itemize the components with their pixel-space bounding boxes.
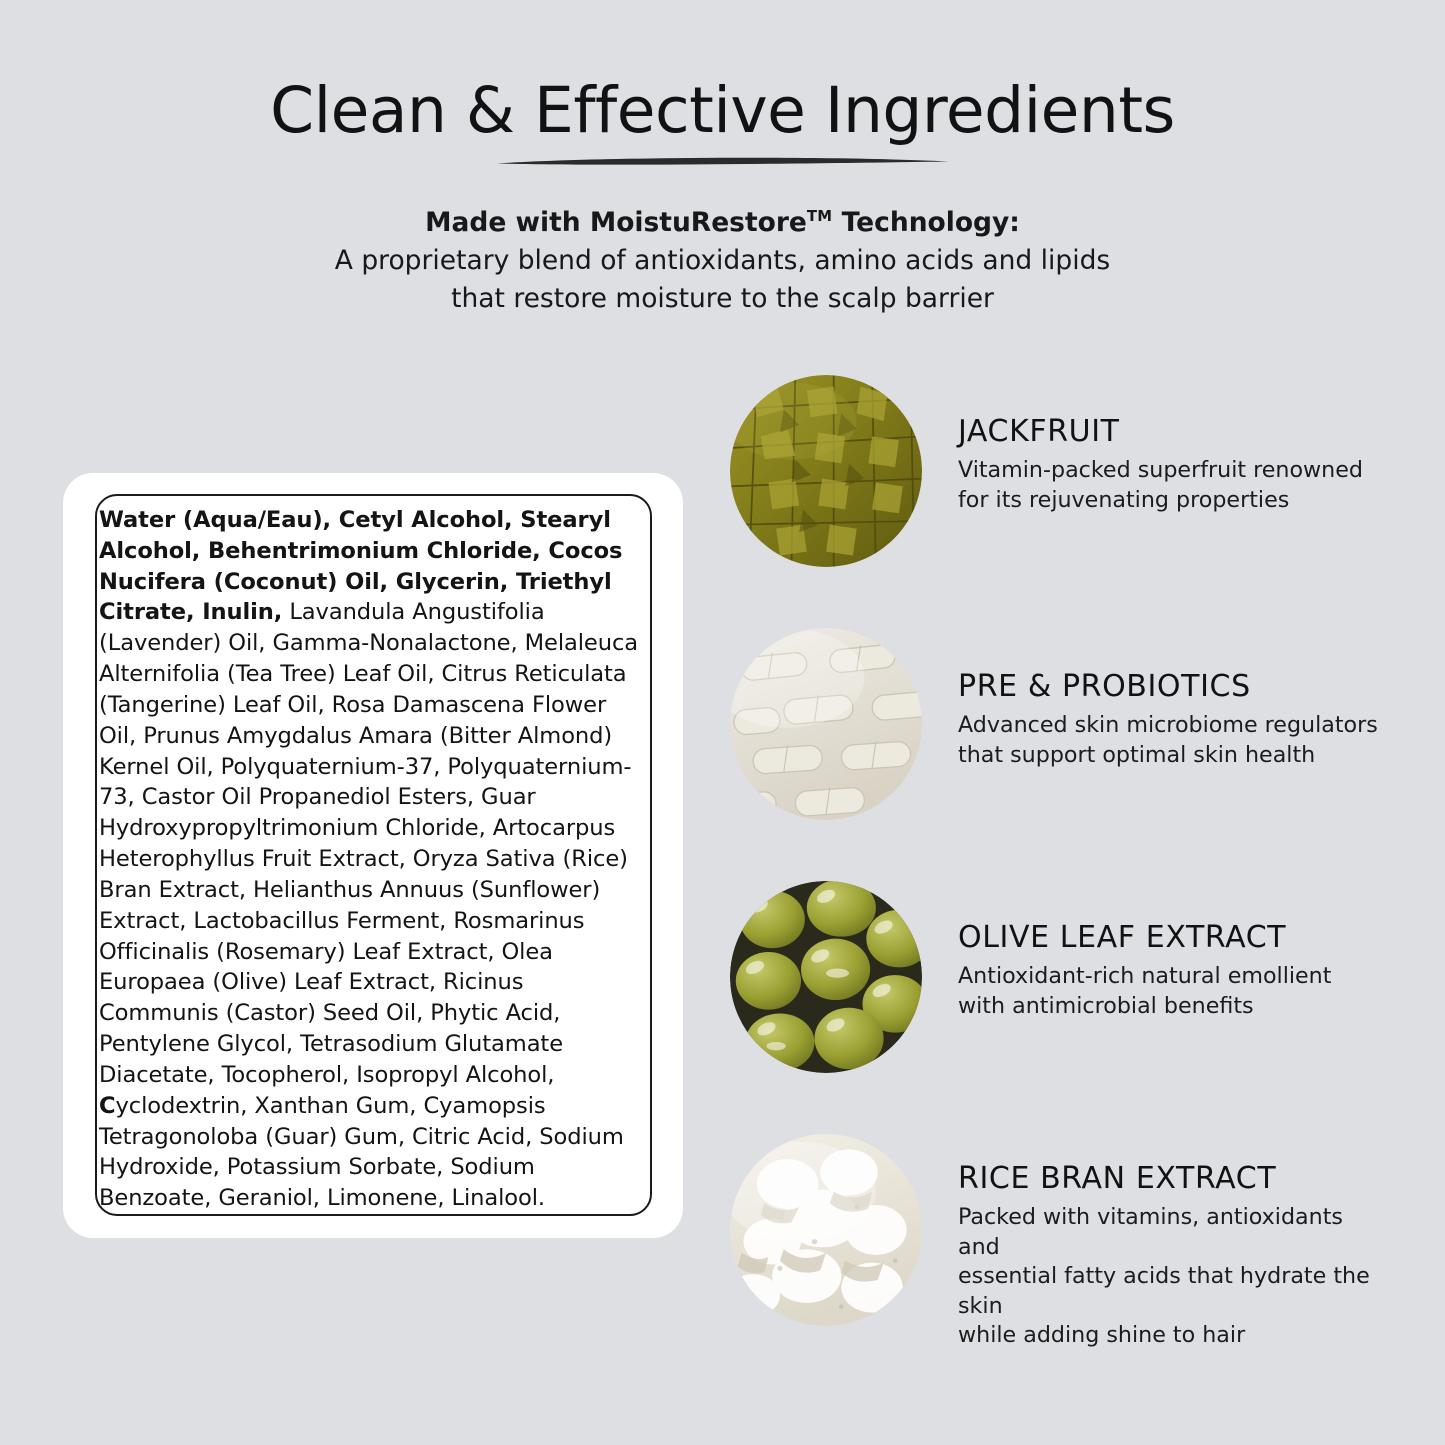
page-title: Clean & Effective Ingredients bbox=[270, 74, 1175, 147]
feature-text-olive bbox=[922, 881, 1331, 1021]
ingredients-regular-segment-1: Lavandula Angustifolia (Lavender) Oil, Gamma-Nonalactone, Melaleuca Alternifolia (Tea Tree) Leaf Oil, Citrus Reticulata (Tangerine) Leaf Oil, Rosa Damascena Flower Oil, Prunus Amygdalus Amara (Bitter Almond) Kernel Oil, Polyquaternium-37, Polyquaternium-73, Castor Oil Propanediol Esters, Guar Hydroxypropyltrimonium Chloride, Artocarpus Heterophyllus Fruit Extract, Oryza Sativa (Rice) Bran Extract, Helianthus Annuus (Sunflower) Extract, Lactobacillus Ferment, Rosmarinus Officinalis (Rosemary) Leaf Extract, Olea Europaea (Olive) Leaf Extract, Ricinus Communis (Castor) Seed Oil, Phytic Acid, Pentylene Glycol, Tetrasodium Glutamate Diacetate, Tocopherol, Isopropyl Alcohol, bbox=[99, 599, 639, 1088]
ingredients-bold-segment: Water (Aqua/Eau), Cetyl Alcohol, Stearyl Alcohol, Behentrimonium Chloride, Cocos Nucifera (Coconut) Oil, Glycerin, Triethyl Citrate, Inulin, bbox=[99, 507, 623, 626]
trademark-mark: TM bbox=[806, 208, 833, 226]
olives-photo-icon bbox=[730, 881, 922, 1073]
feature-desc-line-1: Antioxidant-rich natural emollient bbox=[958, 963, 1332, 989]
feature-desc-line-2: essential fatty acids that hydrate the skin bbox=[958, 1263, 1370, 1319]
feature-desc-probiotics bbox=[958, 711, 1378, 770]
feature-desc-line-2: that support optimal skin health bbox=[958, 741, 1316, 768]
ingredients-bold-letter-c: C bbox=[99, 1092, 116, 1119]
ingredients-list-text bbox=[99, 505, 644, 1214]
feature-title-probiotics: PRE & PROBIOTICS bbox=[958, 669, 1251, 704]
jackfruit-photo-icon bbox=[730, 375, 922, 567]
feature-desc-line-3: while adding shine to hair bbox=[958, 1322, 1246, 1349]
rice-bran-powder-photo-icon bbox=[730, 1134, 922, 1326]
subheading-technology-name: Made with MoistuRestore bbox=[425, 207, 807, 239]
feature-text-probiotics bbox=[922, 628, 1378, 770]
feature-desc-line-2: with antimicrobial benefits bbox=[958, 992, 1254, 1019]
subheading-line-3: that restore moisture to the scalp barrier bbox=[451, 282, 994, 314]
feature-item-jackfruit bbox=[730, 375, 1390, 567]
probiotic-capsules-photo-icon bbox=[730, 628, 922, 820]
feature-title-rice-bran: RICE BRAN EXTRACT bbox=[958, 1161, 1277, 1196]
subheading-line-1 bbox=[0, 204, 1445, 242]
feature-desc-line-1: Packed with vitamins, antioxidants and bbox=[958, 1204, 1343, 1260]
title-underline-swoosh bbox=[493, 154, 953, 168]
feature-desc-jackfruit bbox=[958, 456, 1363, 515]
subheading-line-2: A proprietary blend of antioxidants, amino acids and lipids bbox=[334, 245, 1111, 277]
feature-item-rice-bran bbox=[730, 1134, 1390, 1351]
feature-list bbox=[730, 375, 1390, 1412]
ingredients-regular-segment-2: yclodextrin, Xanthan Gum, Cyamopsis Tetragonoloba (Guar) Gum, Citric Acid, Sodium Hydroxide, Potassium Sorbate, Sodium Benzoate, Geraniol, Limonene, Linalool. bbox=[99, 1092, 624, 1212]
feature-item-olive bbox=[730, 881, 1390, 1073]
subheading-technology-tail: Technology: bbox=[832, 207, 1020, 239]
feature-desc-olive bbox=[958, 962, 1331, 1021]
feature-desc-line-2: for its rejuvenating properties bbox=[958, 486, 1290, 513]
feature-title-olive: OLIVE LEAF EXTRACT bbox=[958, 920, 1287, 955]
feature-desc-rice-bran bbox=[958, 1203, 1388, 1351]
feature-item-probiotics bbox=[730, 628, 1390, 820]
feature-desc-line-1: Advanced skin microbiome regulators bbox=[958, 712, 1378, 738]
feature-title-jackfruit: JACKFRUIT bbox=[958, 414, 1120, 449]
feature-desc-line-1: Vitamin-packed superfruit renowned bbox=[958, 457, 1363, 483]
header bbox=[0, 0, 1445, 318]
ingredients-card bbox=[63, 473, 683, 1238]
feature-text-jackfruit bbox=[922, 375, 1363, 515]
subheading bbox=[0, 204, 1445, 318]
feature-text-rice-bran bbox=[922, 1134, 1388, 1351]
